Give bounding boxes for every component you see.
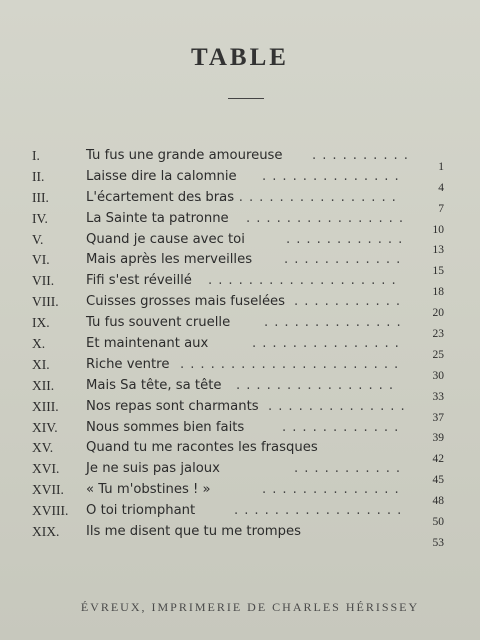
chapter-title: Mais après les merveilles xyxy=(86,252,253,268)
page-number: 18 xyxy=(432,286,444,299)
chapter-number: IX. xyxy=(32,315,50,331)
toc-row xyxy=(30,223,450,251)
chapter-title: La Sainte ta patronne xyxy=(86,210,229,226)
page-number: 45 xyxy=(432,474,444,487)
leader-dots: .............. xyxy=(264,315,407,331)
chapter-title: Je ne suis pas jaloux xyxy=(86,461,220,477)
page-number: 23 xyxy=(432,328,444,341)
title-rule xyxy=(228,98,264,99)
chapter-title: Quand je cause avec toi xyxy=(86,231,245,247)
leader-dots: ........... xyxy=(294,461,407,477)
leader-dots: ................ xyxy=(236,377,400,393)
toc-row xyxy=(30,348,450,376)
page-number: 39 xyxy=(432,432,444,445)
page-number: 53 xyxy=(432,536,444,549)
chapter-title: Ils me disent que tu me trompes xyxy=(86,524,301,540)
page-number: 1 xyxy=(438,160,444,173)
chapter-number: XIV. xyxy=(32,419,58,435)
page-number: 25 xyxy=(432,348,444,361)
chapter-number: VII. xyxy=(32,273,55,289)
chapter-number: X. xyxy=(32,336,46,352)
toc-row xyxy=(30,202,450,230)
toc-row xyxy=(30,453,450,480)
leader-dots: ................. xyxy=(234,503,408,519)
chapter-title: Riche ventre xyxy=(86,356,170,372)
chapter-number: II. xyxy=(32,168,45,184)
leader-dots: ............ xyxy=(282,419,405,435)
toc-row xyxy=(30,474,450,501)
toc-row xyxy=(30,328,450,355)
page-number: 20 xyxy=(432,307,444,320)
leader-dots: ................ xyxy=(246,210,410,226)
chapter-title: L'écartement des bras xyxy=(86,189,235,205)
toc-row xyxy=(30,411,450,439)
chapter-title: Et maintenant aux xyxy=(86,336,209,352)
page-number: 13 xyxy=(432,244,444,257)
leader-dots: .................... xyxy=(198,189,402,205)
toc-row xyxy=(30,307,450,334)
toc-row xyxy=(30,516,450,543)
leader-dots: .............. xyxy=(262,168,405,184)
toc-row xyxy=(30,536,450,564)
chapter-number: VI. xyxy=(32,252,50,268)
page-number: 50 xyxy=(432,516,444,529)
page-number: 15 xyxy=(432,265,444,278)
toc-row xyxy=(30,160,450,188)
leader-dots: ........... xyxy=(294,294,407,310)
page-number: 48 xyxy=(432,495,444,508)
chapter-title: Fifi s'est réveillé xyxy=(86,273,192,289)
leader-dots: ............ xyxy=(284,252,407,268)
leader-dots: .......... xyxy=(312,148,414,163)
page-number: 10 xyxy=(432,223,444,236)
leader-dots: ............ xyxy=(286,231,409,247)
page-number: 30 xyxy=(432,369,444,382)
page-number: 4 xyxy=(438,181,444,194)
chapter-title: Quand tu me racontes les frasques xyxy=(86,440,318,456)
chapter-number: I. xyxy=(32,148,40,163)
toc-row xyxy=(30,390,450,418)
chapter-number: XV. xyxy=(32,440,54,456)
toc-row xyxy=(30,286,450,313)
chapter-number: XIII. xyxy=(32,398,59,414)
toc-row xyxy=(30,181,450,209)
chapter-title: O toi triomphant xyxy=(86,503,196,519)
chapter-title: « Tu m'obstines ! » xyxy=(86,482,211,498)
chapter-number: V. xyxy=(32,231,44,247)
leader-dots: .............. xyxy=(268,398,411,414)
toc-row xyxy=(30,369,450,397)
toc-row xyxy=(30,146,450,167)
page-number: 7 xyxy=(438,202,444,215)
chapter-number: XVI. xyxy=(32,461,60,477)
table-of-contents xyxy=(30,146,450,564)
chapter-number: IV. xyxy=(32,210,48,226)
chapter-number: III. xyxy=(32,189,49,205)
chapter-number: XII. xyxy=(32,377,55,393)
leader-dots: .............. xyxy=(262,482,405,498)
leader-dots: ................... xyxy=(208,273,402,289)
page-title: TABLE xyxy=(191,44,289,71)
chapter-title: Cuisses grosses mais fuselées xyxy=(86,294,286,310)
leader-dots: ...................... xyxy=(180,356,405,372)
page-number: 33 xyxy=(432,390,444,403)
toc-row xyxy=(30,244,450,271)
chapter-title: Laisse dire la calomnie xyxy=(86,168,237,184)
page-number: 42 xyxy=(432,453,444,466)
chapter-number: XIX. xyxy=(32,524,60,540)
printer-imprint: ÉVREUX, IMPRIMERIE DE CHARLES HÉRISSEY xyxy=(80,600,420,614)
toc-row xyxy=(30,432,450,459)
chapter-title: Tu fus souvent cruelle xyxy=(86,315,231,331)
chapter-number: XI. xyxy=(32,356,50,372)
toc-row xyxy=(30,495,450,522)
leader-dots: ............... xyxy=(252,336,405,352)
chapter-number: VIII. xyxy=(32,294,59,310)
chapter-title: Mais Sa tête, sa tête xyxy=(86,377,222,393)
chapter-title: Nous sommes bien faits xyxy=(86,419,245,435)
chapter-number: XVIII. xyxy=(32,503,69,519)
chapter-title: Nos repas sont charmants xyxy=(86,398,259,414)
chapter-title: Tu fus une grande amoureuse xyxy=(86,148,283,163)
page-number: 37 xyxy=(432,411,444,424)
toc-row xyxy=(30,265,450,292)
chapter-number: XVII. xyxy=(32,482,64,498)
